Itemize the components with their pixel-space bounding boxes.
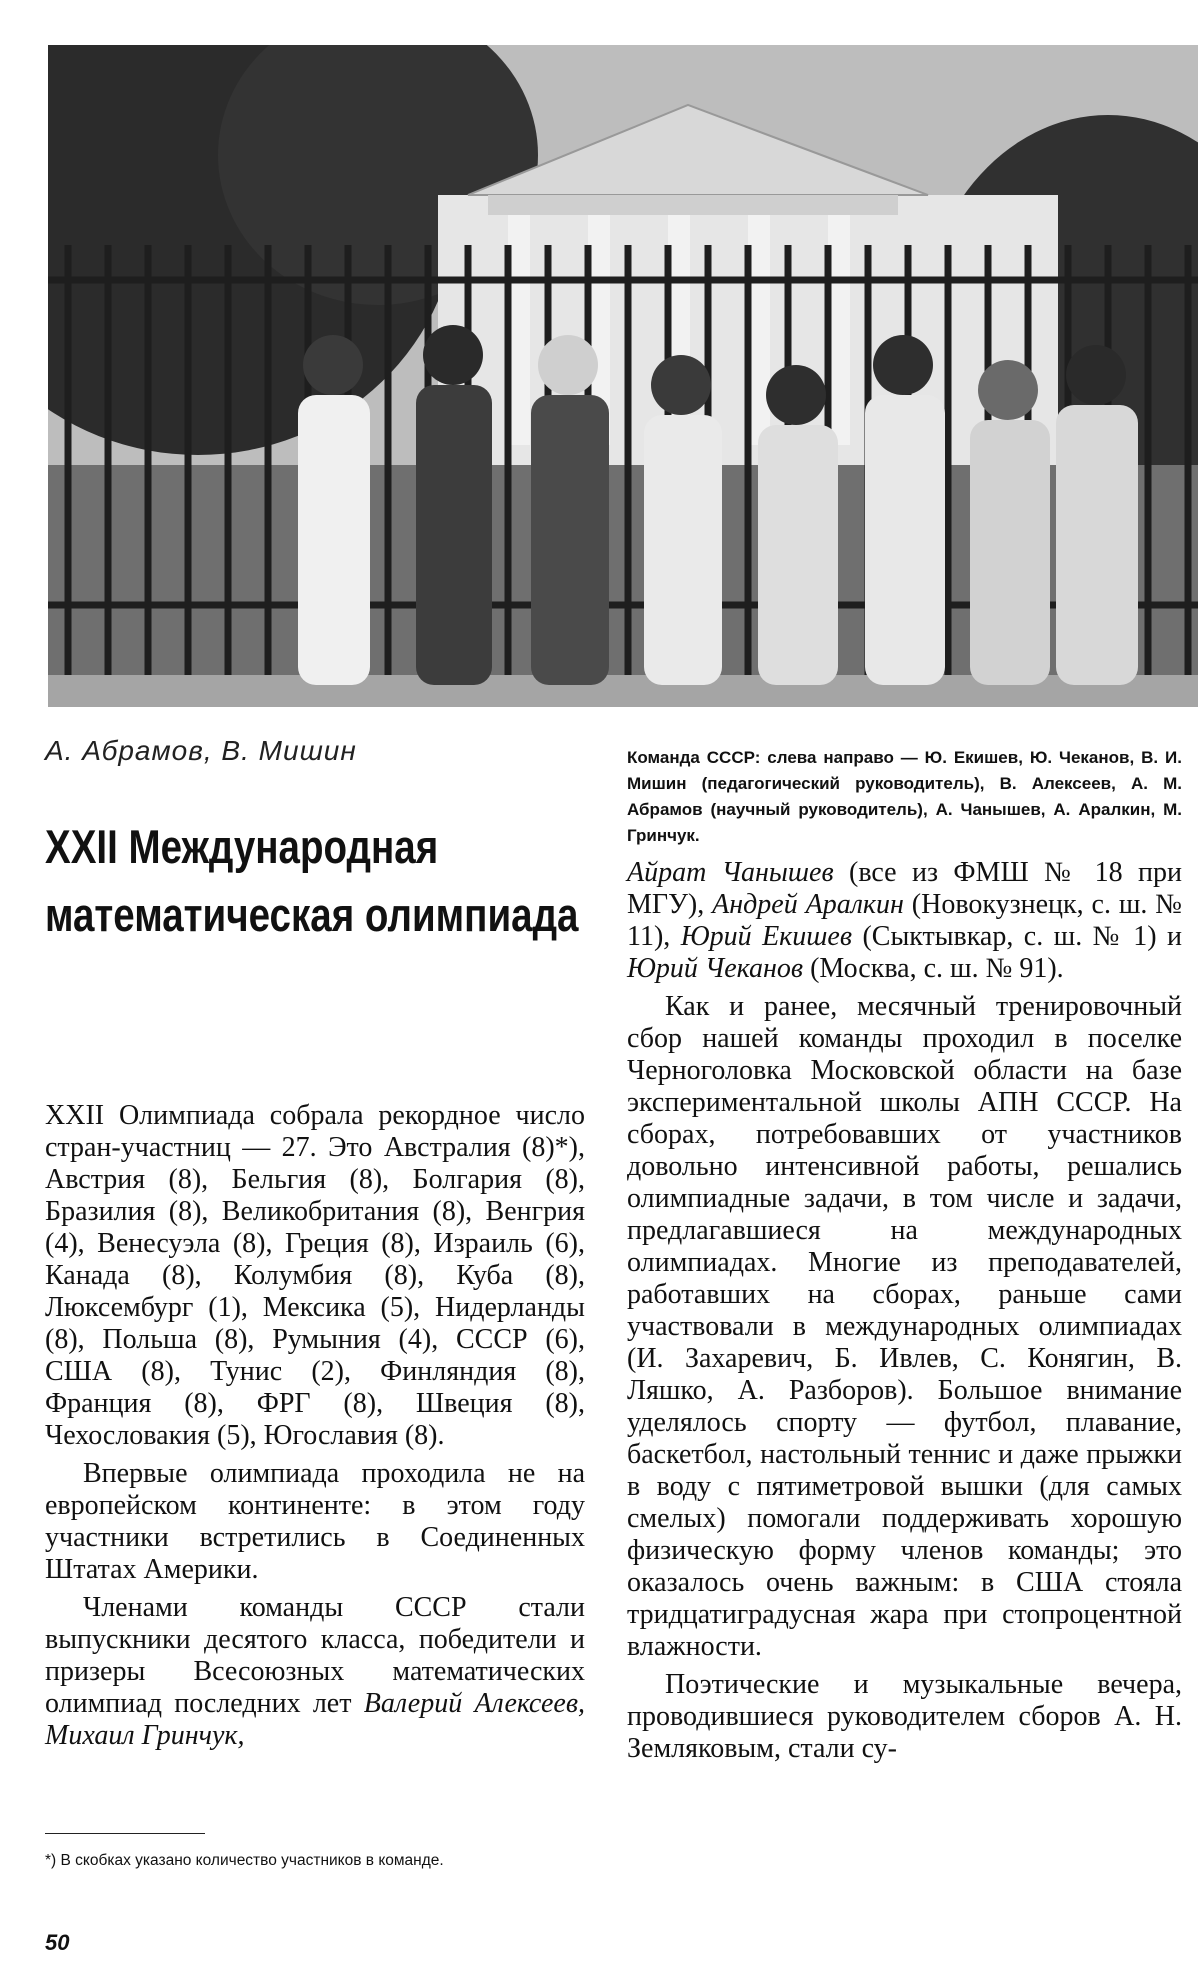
school-info-4: (Москва, с. ш. № 91). <box>803 953 1064 984</box>
paragraph-countries: XXII Олимпиада собрала рекордное число стран-участниц — 27. Это Австралия (8)*), Австрия (8), Бельгия (8), Болгария (8), Бразилия (8), Великобритания (8), Венгрия (4), Венесуэла (8), Греция (8), Израиль (6), Канада (8), Колумбия (8), Куба (8), Люксембург (1), Мексика (5), Нидерланды (8), Польша (8), Румыния (4), СССР (6), США (8), Тунис (2), Финляндия (8), Франция (8), ФРГ (8), Швеция (8), Чехословакия (5), Югославия (8). <box>45 1100 585 1451</box>
team-member-aralkin: Андрей Аралкин <box>712 889 904 920</box>
right-column <box>627 745 1182 1771</box>
right-column-text <box>627 857 1182 1765</box>
header-block <box>45 735 585 949</box>
team-photo-illustration <box>48 45 1198 707</box>
paragraph-team-names: Валерий Алексеев, Михаил Гринчук, <box>45 1688 585 1751</box>
team-member-chanyshev: Айрат Чанышев <box>627 857 834 888</box>
school-info-3: (Сыктывкар, с. ш. № 1) и <box>852 921 1182 952</box>
school-info-2: (Новокузнецк, с. ш. № 11), <box>627 889 1183 952</box>
team-photo <box>48 45 1198 707</box>
paragraph-team <box>45 1592 585 1752</box>
left-column-text <box>45 1100 585 1758</box>
team-member-ekishev: Юрий Екишев <box>680 921 852 952</box>
page-number: 50 <box>45 1930 70 1955</box>
paragraph-team-continued <box>627 857 1182 985</box>
paragraph-team-start: Членами команды СССР стали выпускники десятого класса, победители и призеры Всесоюзных математических олимпиад последних лет <box>45 1592 585 1719</box>
paragraph-training: Как и ранее, месячный тренировочный сбор нашей команды проходил в поселке Черноголовка Московской области на базе экспериментальной школы АПН СССР. На сборах, потребовавших от участников довольно интенсивной работы, решались олимпиадные задачи, в том числе и задачи, предлагавшиеся на международных олимпиадах. Многие из преподавателей, работавших на сборах, раньше сами участвовали в международных олимпиадах (И. Захаревич, Б. Ивлев, С. Конягин, В. Ляшко, А. Разборов). Большое внимание уделялось спорту — футбол, плавание, баскетбол, настольный теннис и даже прыжки в воду с пятиметровой вышки (для самых смелых) помогали поддерживать хорошую физическую форму членов команды; это оказалось очень важным: в США стояла тридцатиградусная жара при стопроцентной влажности. <box>627 991 1182 1662</box>
paragraph-evenings: Поэтические и музыкальные вечера, проводившиеся руководителем сборов А. Н. Земляковым, стали су- <box>627 1669 1182 1764</box>
article-authors: А. Абрамов, В. Мишин <box>45 735 357 766</box>
footnote: *) В скобках указано количество участников в команде. <box>45 1852 444 1869</box>
paragraph-usa: Впервые олимпиада проходила не на европейском континенте: в этом году участники встретились в Соединенных Штатах Америки. <box>45 1458 585 1585</box>
team-member-chekanov: Юрий Чеканов <box>627 953 804 984</box>
footnote-rule <box>45 1833 205 1834</box>
article-title: XXII Международная математическая олимпиада <box>45 820 579 941</box>
photo-caption: Команда СССР: слева направо — Ю. Екишев, Ю. Чеканов, В. И. Мишин (педагогический руководитель), В. Алексеев, А. М. Абрамов (научный руководитель), А. Чанышев, А. Аралкин, М. Гринчук. <box>627 748 1182 845</box>
school-info-1: (все из ФМШ № 18 при МГУ), <box>627 857 1182 920</box>
